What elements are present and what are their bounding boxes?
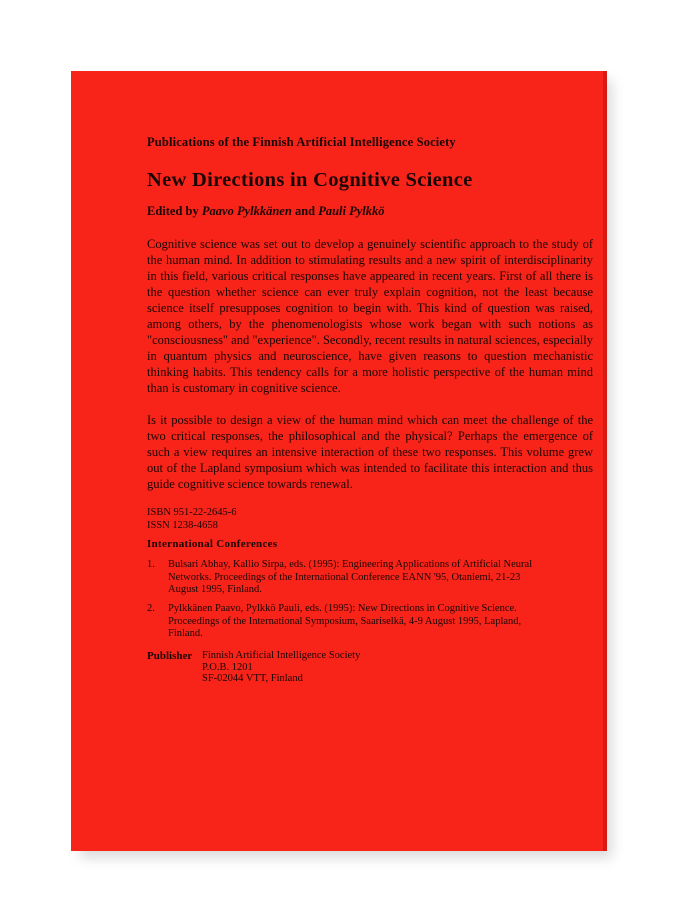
conference-number: 1. [147, 559, 155, 570]
conference-number: 2. [147, 603, 155, 614]
publisher-label: Publisher [147, 650, 193, 662]
blurb-paragraph-2: Is it possible to design a view of the human mind which can meet the challenge of the two critical responses, the philosophical and the physical? Perhaps the emergence of such a view requires an intensive interaction of these two responses. This volume grew out of the Lapland symposium which was intended to facilitate this interaction and thus guide cognitive science towards renewal. [147, 413, 593, 491]
publisher-address [202, 650, 360, 685]
editor-2: Pauli Pylkkö [318, 204, 385, 218]
isbn-block [147, 506, 237, 532]
conference-text: Pylkkänen Paavo, Pylkkö Pauli, eds. (1995): New Directions in Cognitive Science. Proceedings of the International Symposium, Saariselkä, 4-9 August 1995, Lapland, Finland. [168, 603, 522, 639]
editor-1: Paavo Pylkkänen [201, 204, 292, 218]
book-title: New Directions in Cognitive Science [147, 169, 473, 191]
conferences-heading: International Conferences [147, 538, 278, 550]
publisher-line: P.O.B. 1201 [202, 661, 253, 673]
book-back-cover [71, 71, 607, 851]
editors-line [147, 204, 385, 219]
and-label: and [294, 204, 316, 218]
issn: ISSN 1238-4658 [147, 520, 218, 531]
blurb-paragraph-1: Cognitive science was set out to develop a genuinely scientific approach to the study of the human mind. In addition to stimulating results and a new spirit of interdisciplinarity in this field, various critical responses have appeared in recent years. First of all there is the question whether science can ever truly explain cognition, not the least because science itself presupposes cognition to begin with. This kind of question was raised, among others, by the phenomenologists whose work began with such notions as "consciousness" and "experience". Secondly, recent results in natural sciences, especially in quantum physics and neuroscience, have given reasons to question mechanistic thinking habits. This tendency calls for a more holistic perspective of the human mind than is customary in cognitive science. [147, 237, 593, 395]
edited-by-label: Edited by [147, 204, 199, 218]
series-title: Publications of the Finnish Artificial Intelligence Society [147, 135, 456, 149]
isbn: ISBN 951-22-2645-6 [147, 507, 237, 518]
publisher-line: SF-02044 VTT, Finland [202, 673, 303, 684]
conference-text: Bulsari Abhay, Kallio Sirpa, eds. (1995): Engineering Applications of Artificial Neural Networks. Proceedings of the International Conference EANN '95, Otaniemi, 21-23 August 1995, Finland. [168, 559, 533, 595]
publisher-line: Finnish Artificial Intelligence Society [202, 650, 361, 661]
